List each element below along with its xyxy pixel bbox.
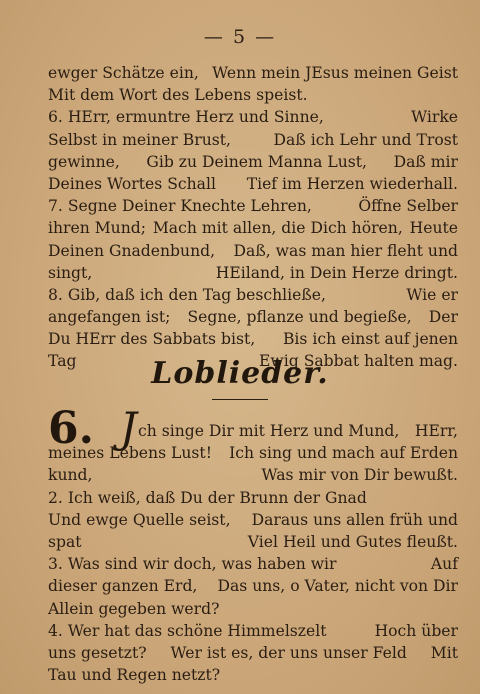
section-title: Loblieder. bbox=[151, 356, 329, 391]
text-segment: Mit bbox=[430, 643, 458, 662]
text-segment: Tau und Regen netzt? bbox=[48, 666, 221, 685]
text-segment: Segne, pflanze und begieße, bbox=[187, 308, 412, 327]
text-line bbox=[48, 284, 458, 306]
text-segment: Und ewge Quelle seist, bbox=[48, 510, 231, 529]
text-segment: Allein gegeben werd? bbox=[48, 599, 220, 618]
hymn-six-text bbox=[48, 420, 458, 686]
text-line bbox=[48, 420, 458, 442]
text-segment: Ewig Sabbat halten mag. bbox=[259, 352, 458, 371]
text-line bbox=[48, 328, 458, 350]
text-line bbox=[48, 487, 458, 509]
text-segment: Daß mir bbox=[393, 152, 458, 171]
title-divider bbox=[212, 399, 268, 400]
text-segment: Was mir von Dir bewußt. bbox=[261, 466, 458, 485]
text-segment: gewinne, bbox=[48, 152, 120, 171]
text-segment: Bis ich einst auf jenen bbox=[282, 330, 458, 349]
text-segment: Wenn mein JEsus meinen Geist bbox=[212, 64, 458, 82]
text-line bbox=[48, 620, 458, 642]
text-segment: Gib zu Deinem Manna Lust, bbox=[146, 152, 367, 171]
text-segment: Auf bbox=[430, 555, 458, 574]
hymn-number: 6. bbox=[48, 403, 94, 454]
text-segment: 8. Gib, daß ich den Tag beschließe, bbox=[48, 285, 326, 304]
text-segment: Deinen Gnadenbund, bbox=[48, 241, 216, 260]
text-segment: Wie er bbox=[406, 285, 458, 304]
text-segment: Du HErr des Sabbats bist, bbox=[48, 330, 256, 349]
text-segment: HEiland, in Dein Herze dringt. bbox=[215, 263, 458, 282]
text-line bbox=[48, 217, 458, 239]
text-segment: Öffne Selber bbox=[358, 197, 458, 216]
text-line bbox=[48, 151, 458, 173]
text-segment: Daß ich Lehr und Trost bbox=[273, 130, 458, 149]
text-segment: dieser ganzen Erd, bbox=[48, 577, 198, 596]
text-segment: Deines Wortes Schall bbox=[48, 174, 216, 193]
text-line bbox=[48, 106, 458, 128]
text-line bbox=[48, 664, 458, 686]
text-segment: Mit dem Wort des Lebens speist. bbox=[48, 86, 308, 105]
text-line bbox=[48, 598, 458, 620]
text-segment: Daraus uns allen früh und bbox=[251, 510, 458, 529]
text-segment: ewger Schätze ein, bbox=[48, 64, 199, 82]
text-segment: angefangen ist; bbox=[48, 308, 171, 327]
text-segment: 2. Ich weiß, daß Du der Brunn der Gnad bbox=[48, 488, 367, 507]
text-line bbox=[48, 195, 458, 217]
text-segment: spat bbox=[48, 532, 82, 551]
text-segment: Selbst in meiner Brust, bbox=[48, 130, 231, 149]
text-segment: Heute bbox=[409, 219, 458, 238]
text-segment: Tag bbox=[48, 352, 77, 371]
text-line bbox=[48, 531, 458, 553]
text-segment: Der bbox=[428, 308, 458, 327]
text-segment: Hoch über bbox=[374, 621, 458, 640]
text-line bbox=[48, 575, 458, 597]
text-segment: uns gesetzt? bbox=[48, 643, 147, 662]
text-segment: kund, bbox=[48, 466, 93, 485]
text-line bbox=[48, 306, 458, 328]
text-segment: 4. Wer hat das schöne Himmelszelt bbox=[48, 621, 327, 640]
text-segment: meines Lebens Lust! bbox=[48, 444, 212, 463]
text-segment: Wer ist es, der uns unser Feld bbox=[170, 643, 407, 662]
text-line bbox=[48, 173, 458, 195]
text-segment: HErr, bbox=[414, 422, 458, 440]
text-segment: ihren Mund; bbox=[48, 219, 147, 238]
text-segment: ch singe Dir mit Herz und Mund, bbox=[138, 422, 400, 440]
text-line bbox=[48, 442, 458, 464]
text-segment: 3. Was sind wir doch, was haben wir bbox=[48, 555, 337, 574]
text-segment: singt, bbox=[48, 263, 93, 282]
text-line bbox=[48, 240, 458, 262]
text-segment: 7. Segne Deiner Knechte Lehren, bbox=[48, 197, 312, 216]
text-segment: Das uns, o Vater, nicht von Dir bbox=[217, 577, 458, 596]
text-segment: Ich sing und mach auf Erden bbox=[229, 444, 458, 463]
text-line bbox=[48, 509, 458, 531]
text-line bbox=[48, 642, 458, 664]
text-segment: Wirke bbox=[411, 108, 458, 127]
text-segment: Daß, was man hier fleht und bbox=[233, 241, 458, 260]
text-line bbox=[48, 129, 458, 151]
text-line bbox=[48, 553, 458, 575]
text-line bbox=[48, 84, 458, 106]
text-line bbox=[48, 62, 458, 84]
text-segment: 6. HErr, ermuntre Herz und Sinne, bbox=[48, 108, 324, 127]
drop-cap-initial: J bbox=[120, 403, 137, 452]
text-segment: Tief im Herzen wiederhall. bbox=[246, 174, 458, 193]
hymn-continuation-text bbox=[48, 62, 458, 373]
text-segment: Mach mit allen, die Dich hören, bbox=[152, 219, 403, 238]
page-number: — 5 — bbox=[203, 26, 277, 48]
text-line bbox=[48, 464, 458, 486]
text-segment: Viel Heil und Gutes fleußt. bbox=[247, 532, 458, 551]
text-line bbox=[48, 262, 458, 284]
